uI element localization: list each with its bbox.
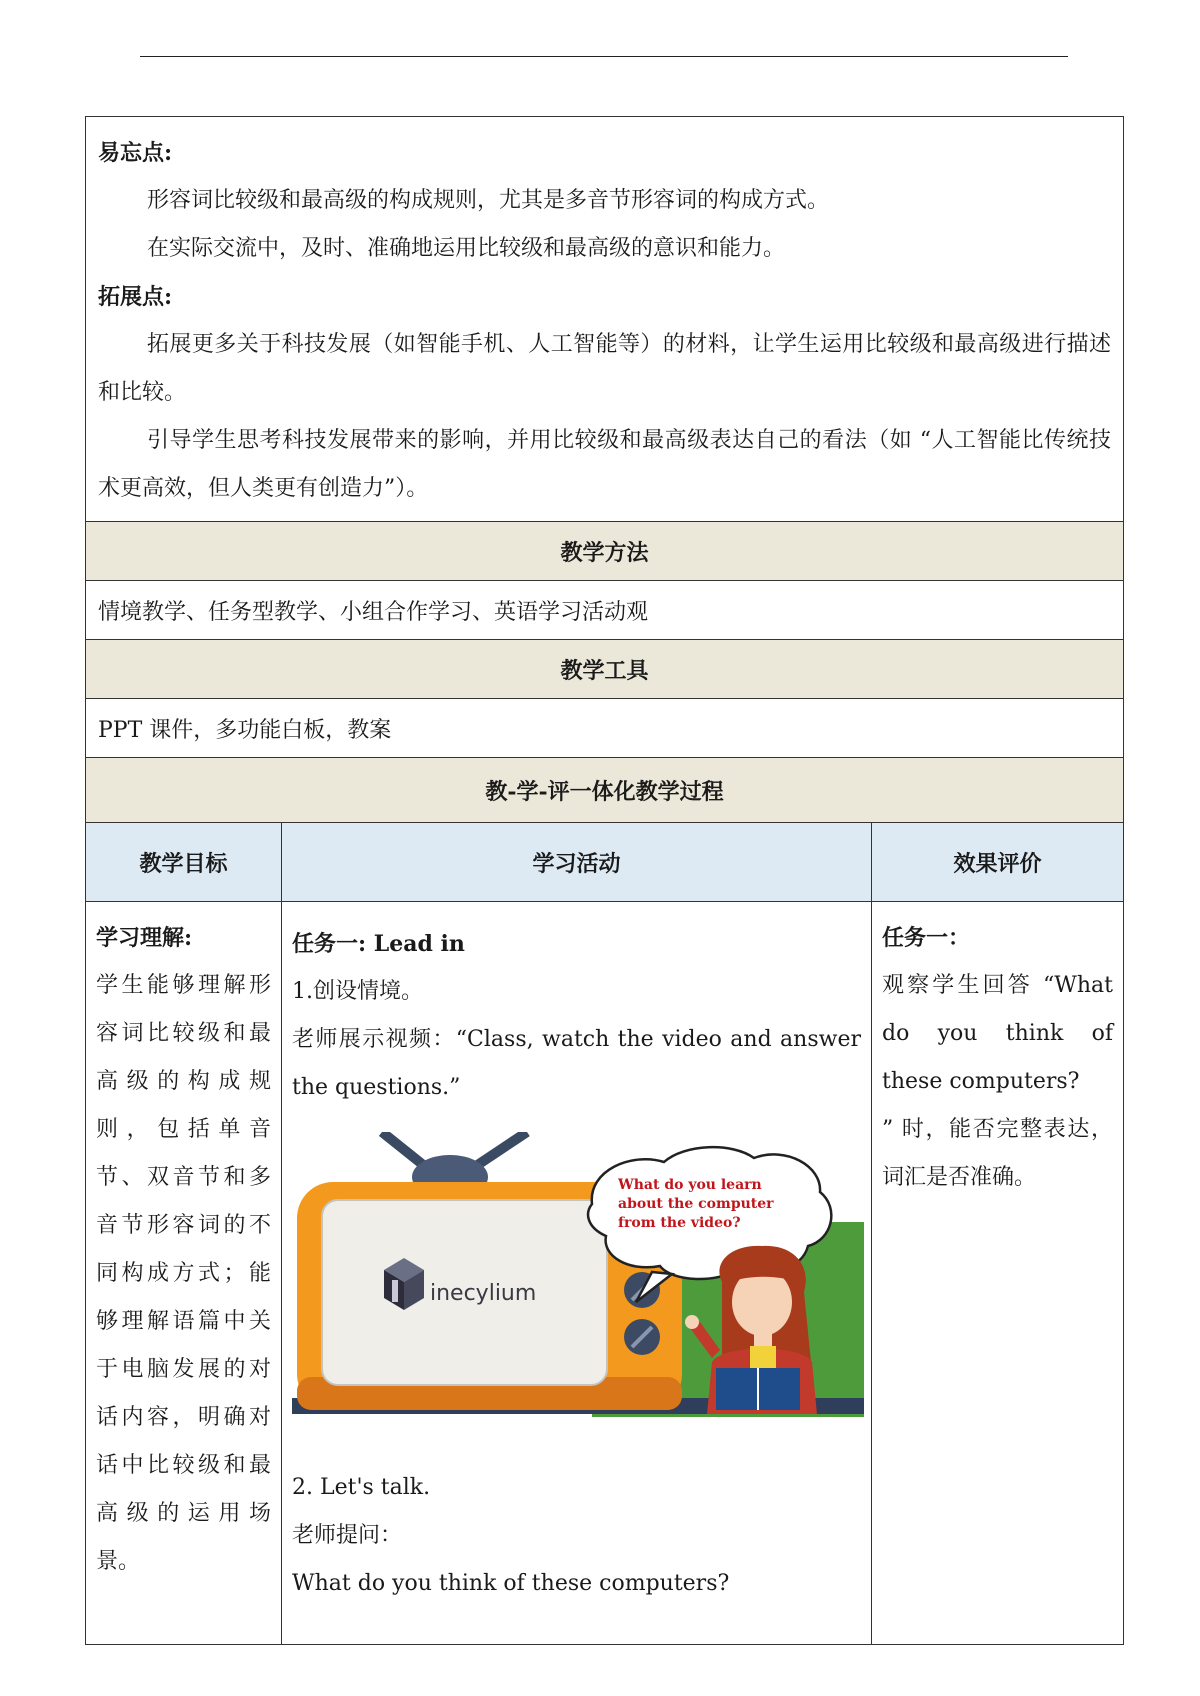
forgettable-heading: 易忘点: <box>98 140 173 166</box>
column-header-objective: 教学目标 <box>86 823 282 902</box>
methods-row <box>86 581 1124 640</box>
extension-point: 引导学生思考科技发展带来的影响，并用比较级和最高级表达自己的看法（如 “人工智能比传统技术更高效，但人类更有创造力”）。 <box>98 428 1112 501</box>
column-header-evaluation: 效果评价 <box>872 823 1124 902</box>
bubble-text: What do you learn about the computer from the video? <box>618 1177 774 1231</box>
objective-cell <box>86 902 282 1645</box>
methods-title: 教学方法 <box>86 522 1124 581</box>
evaluation-text-continued: ” 时，能否完整表达，词汇是否准确。 <box>882 1117 1114 1190</box>
extension-point: 拓展更多关于科技发展（如智能手机、人工智能等）的材料，让学生运用比较级和最高级进行描述和比较。 <box>98 332 1112 405</box>
points-cell <box>86 117 1124 522</box>
process-title: 教-学-评一体化教学过程 <box>86 758 1124 823</box>
tools-header-row <box>86 640 1124 699</box>
extension-heading: 拓展点: <box>98 284 173 310</box>
forgettable-point: 形容词比较级和最高级的构成规则，尤其是多音节形容词的构成方式。 <box>147 188 830 213</box>
process-row <box>86 902 1124 1645</box>
forgettable-point: 在实际交流中，及时、准确地运用比较级和最高级的意识和能力。 <box>147 236 786 261</box>
task-title: 任务一: Lead in <box>292 931 465 957</box>
column-header-row <box>86 823 1124 902</box>
screen-logo-text: inecylium <box>430 1281 537 1306</box>
objective-text: 学生能够理解形容词比较级和最高级的构成规则，包括单音节、双音节和多音节形容词的不同构成方式；能够理解语篇中关于电脑发展的对话内容，明确对话中比较级和最高级的运用场景。 <box>96 973 271 1574</box>
process-header-row <box>86 758 1124 823</box>
objective-heading: 学习理解: <box>96 925 193 951</box>
methods-content: 情境教学、任务型教学、小组合作学习、英语学习活动观 <box>86 581 1124 640</box>
step-one: 1.创设情境。 <box>292 979 423 1004</box>
evaluation-cell <box>872 902 1124 1645</box>
tools-title: 教学工具 <box>86 640 1124 699</box>
methods-header-row <box>86 522 1124 581</box>
tv-teacher-picture <box>292 1132 864 1420</box>
tools-content: PPT 课件，多功能白板，教案 <box>86 699 1124 758</box>
teacher-asks: 老师提问： <box>292 1523 403 1548</box>
column-header-activity: 学习活动 <box>282 823 872 902</box>
step-two: 2. Let's talk. <box>292 1475 431 1500</box>
header-rule <box>140 56 1068 57</box>
lesson-plan-page <box>85 116 1123 1645</box>
tools-row <box>86 699 1124 758</box>
evaluation-heading: 任务一： <box>882 925 971 951</box>
lesson-plan-table <box>85 116 1124 1645</box>
teacher-video-prompt: 老师展示视频：“Class, watch the video and answer the questions.” <box>292 1027 861 1100</box>
discussion-question: What do you think of these computers? <box>292 1571 730 1596</box>
points-row <box>86 117 1124 522</box>
activity-cell <box>282 902 872 1645</box>
lead-in-illustration <box>292 1132 864 1420</box>
evaluation-text: 观察学生回答 “What do you think of these computers? <box>882 973 1114 1094</box>
